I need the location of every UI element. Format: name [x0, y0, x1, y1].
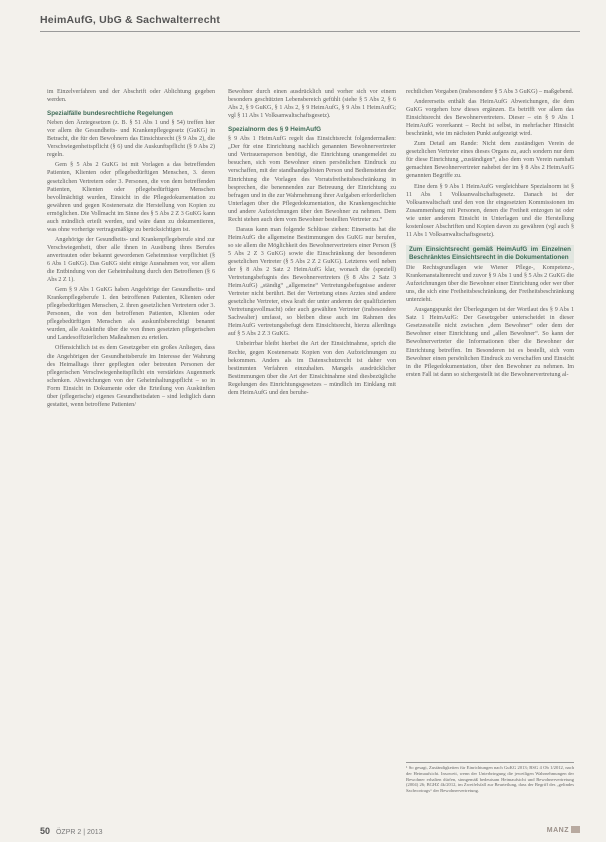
issue-label: ÖZPR 2 | 2013 [55, 829, 103, 836]
text-column-2 [228, 88, 396, 399]
paragraph: Die Rechtsgrundlagen wie Wiener Pflege-, Kompetenz-, Krankenanstaltenrecht und zuvor § 9 Abs 1 und § 5 Abs 2 GuKG die Aufzeichnungen über die Bewohner einer Einrichtung oder wer über uns, die sich eine Freiheitsbeschränkung, der Freiheitsbeschränkung unterzieht. [406, 265, 574, 304]
paragraph: Gem § 9 Abs 1 GuKG haben Angehörige der Gesundheits- und Krankenpflegeberufe 1. den betroffenen Patienten, Klienten oder pflegebedürftigen Menschen, 2. ihren gesetzlichen Vertretern oder 3. Personen, die von den betroffenen Patienten, Klienten oder pflegebedürftigen Menschen als auskunftsberechtigt benannt wurden, alle Auskünfte über die von ihnen gesetzten pflegerischen und Landesoffizierlichen Maßnahmen zu erteilen. [47, 287, 215, 342]
paragraph: Offensichtlich ist es dem Gesetzgeber ein großes Anliegen, dass die Angehörigen der Gesundheitsberufe im Interesse der Wahrung des Heimalltags ihrer gepflegten oder betreuten Personen der pflegerischen Verschwiegenheitspflicht ein verstärktes Augenmerk schenken. Abweichungen von der Geheimhaltungspflicht – so in Form Einsicht in Dokumente oder die Erteilung von Auskünften über (pflegerische) eigenes Gesundheitsdaten – sind lediglich dann gestattet, wenn betroffene Patienten/ [47, 345, 215, 408]
header-title: HeimAufG, UbG & Sachwalterrecht [40, 14, 221, 26]
page-footer [40, 826, 580, 838]
paragraph: § 9 Abs 1 HeimAufG regelt das Einsichtsrecht folgendermaßen: „Der für eine Einrichtung nachlich genannten Bewohnervertreter und Vertrauensperson benötigt, die Einrichtung unangemeldet zu besuchen, sich vom Bewohner einen persönlichen Eindruck zu verschaffen, mit der standhandgelösten Person und Bediensteten der Einrichtung die Vorlagen des Vorratsfreiheitsbeschränkung in besprechen, die benennenden zur Betreuung der Einrichtung zu befragen und in die zur Wahrnehmung ihrer Aufgaben erforderlichen Unterlagen über die Pflegedokumentation, die Krankengeschichte und andere Aufzeichnungen über den Bewohner zu nehmen. Dem Recht stehen auch dem vom Bewohner bestellten Vertreter zu.“ [228, 136, 396, 223]
logo-mark-icon [571, 826, 580, 833]
paragraph: Angehörige der Gesundheits- und Krankenpflegeberufe sind zur Verschwiegenheit, über alle ihnen in Ausübung ihres Berufes anvertrauten oder bekannt gewordenen Geheimnisse verpflichtet (§ 6 Abs 1 GuKG). Das GuKG sieht einige Ausnahmen vor, vor allem die Entbindung von der Geheimhaltung durch den Betroffenen (§ 6 Abs 2 Z 1). [47, 236, 215, 284]
publisher-logo [547, 826, 580, 834]
footnote: ¹ So gesagt, Zuständigkeiten für Einrichtungen nach GuKG 2013; BSG 4 Ob 1/2012, nach der Heimaufsicht. Insoweit, wenn der Unterbringung die jeweiligen Wahrnehmungen der Bewohner erhalten dürfen, sinngemäß bedeutsam Heimaufsicht und Bewohnervertretung (2004) 26; BGHZ 4k/2012, im Zweifelsfall zur Beurteilung, dass der Begriff des „gelindes Sachvortrags“ der Bewohnervertretung. [406, 762, 574, 794]
section-heading: Spezialnorm des § 9 HeimAufG [228, 126, 322, 134]
paragraph: Ausgangspunkt der Überlegungen ist der Wortlaut des § 9 Abs 1 Satz 1 HeimAufG: Der Gesetzgeber unterscheidet in dieser Gesetzesstelle nicht zwischen „dem Bewohner“ oder dem der Bewohner einer Einrichtung und „allen Bewohner“. So kann der Bewohnervertreter die Informationen über die Bewohner der Einrichtung betreffen. Im Besonderen ist es bestellt, sich vom Bewohner einen persönlichen Eindruck zu verschaffen und Einsicht in die Pflegedokumentation, über den Bewohner zu nehmen. Im ersten Fall ist dann so sichergestellt ist die Bewohnervertretung al- [406, 307, 574, 378]
paragraph: Bewohner durch einen ausdrücklich und vorher sich vor einem besonders geschützten Lebensbereich gefühlt (siehe § 5 Abs 2, § 6 Abs 2, § 9 GuKG, § 1 Abs 2, § 9 HeimAufG, § 9 Abs 1 HeimAufG; vgl § 11 Abs 1 Volksanwaltschaftsgesetz). [228, 89, 396, 120]
paragraph: Neben den Ärztegesetzen (z. B. § 51 Abs 1 und § 54) treffen hier vor allem die Gesundheits- und Krankenpflegegesetz (GuKG) in Betracht, die für den Bewohnern das Einsichtsrecht (§ 9 Abs 2), die Verschwiegenheitspflicht (§ 6) und die Auskunftspflicht (§ 9 Abs 2) regeln. [47, 120, 215, 159]
paragraph: Daraus kann man folgende Schlüsse ziehen: Einerseits hat die HeimAufG die allgemeine Bestimmungen des GuKG nur berufen, so sie allem die Möglichkeit des Bewohnervertreters einer Person (§ 5 Abs 2 Z 3 GuKG) sowie die Einschränkung der besonderen gesetzlichen Vertreter (§ 5 Abs 2 Z 2 GuKG). Letzteres weil neben der § 8 Abs 2 Satz 2 HeimAufG klar, wonach die (speziell) Vertretungsbefugnis des Bewohnervertreters (§ 8 Abs 2 Satz 3 HeimAufG) „ständig“ „allgemeine“ Vertretungsbefugnisse anderer Vertreter nicht berührt. Bei der Vertretung eines Arztes sind andere gesetzliche Vertreter, etwa kraft der unter anderem der qualifizierten Vertretungsvollmacht) oder auch gewählten Vertreter (insbesondere Sachwalter) umfasst, so bleiben diese auch im Rahmen des HeimAufG vertretungsbefugt dem Einsichtsrecht, hierzu allerdings auf § 5 Abs 2 Z 3 GuKG. [228, 226, 396, 338]
paragraph: rechtlichen Vorgaben (insbesondere § 5 Abs 3 GuKG) – maßgebend. [406, 89, 574, 95]
section-heading: Zum Einsichtsrecht gemäß HeimAufG im Einzelnen Beschränktes Einsichtsrecht in die Dokumentationen [406, 245, 574, 263]
paragraph: Eine dem § 9 Abs 1 HeimAufG vergleichbare Spezialnorm ist § 11 Abs 1 Volksanwaltschaftsgesetz. Danach ist der Volksanwaltschaft und den von ihr eingesetzten Kommissionen im Zusammenhang mit Personen, denen die Freiheit entzogen ist oder wie unter anderem Einsicht in Unterlagen und die Herstellung kostenloser Abschriften und Kopien davon zu gewähren (vgl auch § 11 Abs 1 Volksanwaltschaftsgesetz). [406, 183, 574, 238]
paragraph: Zum Detail am Rande: Nicht dem zuständigen Verein de gesetzlichen Vertreter eines dieses Organs zu, auch sondern nur dem für diese Einrichtung „zuständigen“, also dem vom Verein namhaft gemachten Bewohnervertreter nahebei der im § 8 Abs 2 HeimAufG genannten Begriffe zu. [406, 141, 574, 180]
paragraph: Andererseits enthält das HeimAufG Abweichungen, die dem GuKG vorgehen bzw dieses ergänzen. Es betrifft vor allem das Einsichtsrecht des Bewohnervertreters. Dieser – ein § 9 Abs 1 HeimAufG vorerkannt – Recht ist selbst, in mehrfacher Hinsicht beschränkt, wie im nächsten Punkt aufgezeigt wird. [406, 99, 574, 138]
paragraph: Gem § 5 Abs 2 GuKG ist mit Vorlagen a das betreffenden Patienten, Klienten oder pflegebedürftigen Menschen, 3. deren gesetzlichen Vertretern oder 3. Personen, die von dem betreffenden Patienten, Klienten oder pflegebedürftigen Menschen bevollmächtigt wurden, Einsicht in die Pflegedokumentation zu gewähren und gegen Kostenersatz die Herstellung von Kopien zu ermöglichen. Die Vollmacht im Sinne des § 5 Abs 2 Z 3 GuKG kann auch mündlich erteilt werden, und wäre dann zu dokumentieren, was ohne vorherige vertragsmäßige zu berücksichtigen ist. [47, 162, 215, 233]
logo-text: MANZ [546, 827, 569, 834]
paragraph: im Einzelverfahren und der Abschrift oder Ablichtung gegeben werden. [47, 89, 215, 104]
running-header [40, 10, 580, 32]
text-column-3 [406, 88, 574, 381]
section-heading: Spezialfälle bundesrechtliche Regelungen [47, 110, 173, 118]
paragraph: Unbeirrbar bleibt hierbei die Art der Einsichtnahme, sprich die Rechte, gegen Kostenersatz Kopien von den Aufzeichnungen zu bekommen. Anders als im Datenschutzrecht ist daher von bestimmten Verfahren einzuhalten. Mangels ausdrücklicher Bestimmungen über die Art der Einsichtnahme sind diesbezügliche Regelungen des Einrichtungsgesetzes – mündlich im Einklang mit dem HeimAufG und den beruhe- [228, 341, 396, 396]
page-number: 50 [40, 826, 51, 836]
text-column-1 [47, 88, 215, 411]
